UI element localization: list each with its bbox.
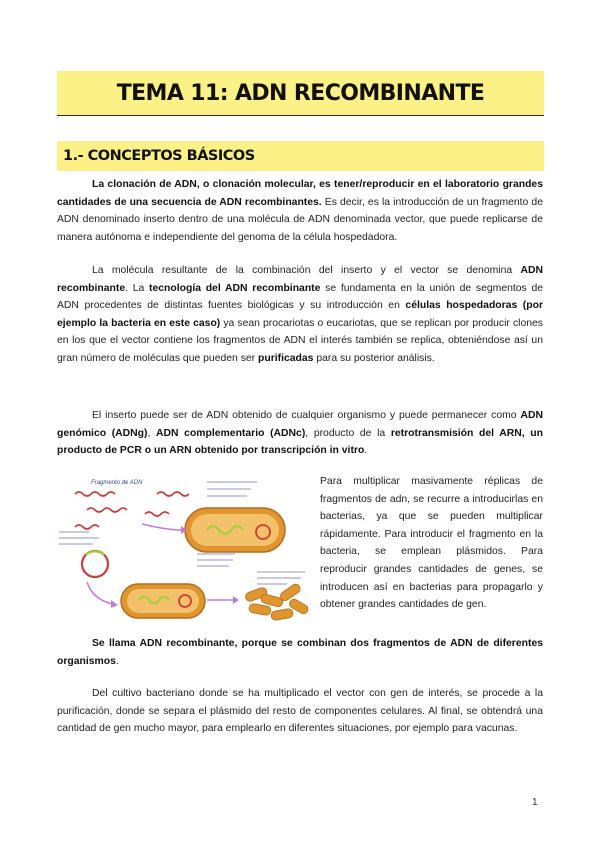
dna-fragment-3	[157, 492, 189, 496]
bold-text: retrotransmisión del ARN, un producto de PCR o un ARN obtenido por transcripción in vitro	[57, 427, 544, 457]
body-text: para su posterior análisis.	[313, 352, 435, 364]
arrow-head-icon	[233, 596, 239, 604]
body-text: .	[364, 445, 368, 457]
paragraph-recombinant-definition	[57, 635, 543, 670]
label-dna-fragment: Fragmento de ADN	[91, 480, 143, 486]
body-text: .	[115, 655, 119, 667]
body-text: La molécula resultante de la combinación del inserto y el vector se denomina	[92, 265, 521, 276]
paragraph-insert-origin	[57, 407, 543, 460]
dna-fragment-5	[75, 525, 99, 529]
body-text: ya sean procariotas o eucariotas, que se replican por producir clones en los que el vector contiene los fragmentos de ADN el interés también se replica, obteniéndose así un gran número de moléculas que pueden ser	[57, 317, 543, 364]
section-heading-band	[57, 141, 544, 171]
dna-fragment-4	[145, 512, 169, 516]
annotation-lines	[207, 482, 257, 496]
bold-text: células hospedadoras (por ejemplo la bacteria en este caso)	[57, 300, 543, 329]
bacterium-cytoplasm	[127, 589, 199, 613]
dna-fragment-1	[75, 492, 115, 496]
body-text: , producto de la	[305, 427, 391, 439]
bold-text: Se llama ADN recombinante, porque se combinan dos fragmentos de ADN de diferentes organismos	[57, 638, 543, 667]
side-paragraph-plasmids: Para multiplicar masivamente réplicas de fragmentos de adn, se recurre a introducirlas en bacterias, ya que se pueden multiplicar rápidamente. Para introducir el fragmento en la bacteria, se emplean plásmidos. Para reproducir grandes cantidades de genes, se introducen así en bacterias para propagarlo y obtener grandes cantidades de gen.	[320, 476, 543, 611]
annotation-lines	[257, 572, 305, 584]
body-text: Del cultivo bacteriano donde se ha multiplicado el vector con gen de interés, se procede a la purificación, donde se separa el plásmido del resto de componentes celulares. Al final, se obtendrá una cantidad de gen mucho mayor, para emplearlo en diferentes situaciones, por ejemplo para vacunas.	[57, 688, 543, 735]
dna-fragment-2	[87, 508, 127, 512]
bold-text: ADN genómico (ADNg)	[57, 410, 543, 439]
insert-segment	[86, 551, 104, 555]
arrow-head-icon	[111, 600, 118, 608]
body-text: Es decir, es la introducción de un fragmento de ADN denominado inserto dentro de una molécula de ADN denominada vector, que puede replicarse de manera autónoma e independiente del genoma de la célula hospedadora.	[57, 196, 543, 243]
bold-text: purificadas	[258, 352, 314, 364]
document-title: TEMA 11: ADN RECOMBINANTE	[116, 80, 485, 106]
paragraph-cloning-definition	[57, 176, 543, 246]
bold-text: ADN complementario (ADNc)	[156, 427, 306, 439]
cloning-diagram-figure	[57, 472, 312, 624]
arrow-icon	[87, 582, 113, 604]
bold-text: ADN recombinante	[57, 265, 543, 294]
paragraph-purification	[57, 685, 543, 738]
paragraph-recombinant-technology	[57, 262, 543, 368]
bold-text: tecnología del ADN recombinante	[149, 282, 321, 294]
arrow-icon	[142, 524, 181, 530]
annotation-lines	[197, 554, 235, 566]
annotation-lines	[59, 532, 99, 544]
page-number: 1	[532, 797, 538, 808]
section-heading: 1.- CONCEPTOS BÁSICOS	[63, 148, 255, 164]
body-text: El inserto puede ser de ADN obtenido de cualquier organismo y puede permanecer como	[92, 410, 521, 421]
body-text: . La	[125, 282, 150, 294]
bacterium-cytoplasm	[191, 514, 279, 546]
bold-text: La clonación de ADN, o clonación molecular, es tener/reproducir en el laboratorio grandes cantidades de una secuencia de ADN recombinantes.	[57, 179, 543, 208]
body-text: ,	[147, 427, 157, 439]
cloning-diagram-svg	[57, 472, 312, 624]
title-band	[57, 71, 544, 116]
bacterial-clones	[244, 582, 309, 620]
recombinant-plasmid	[82, 551, 108, 577]
body-text: se fundamenta en la unión de segmentos de ADN procedentes de distintas fuentes biológicas y su introducción en	[57, 282, 544, 312]
